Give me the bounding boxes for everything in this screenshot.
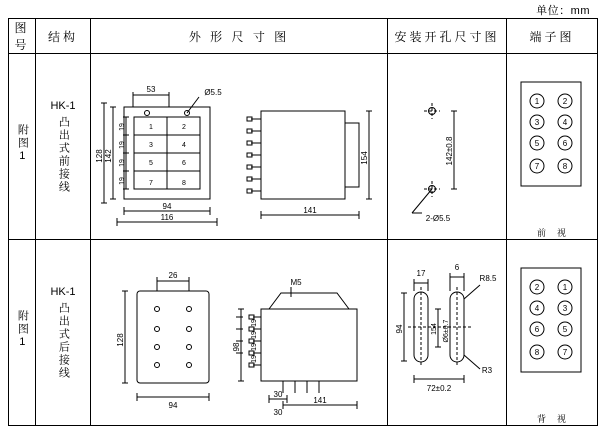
row2-terminal-svg xyxy=(507,240,595,412)
dim-128: 128 xyxy=(116,332,125,347)
row1-mount-svg xyxy=(388,61,504,233)
dim-128: 128 xyxy=(95,148,104,163)
row2-structure-label: 凸出式后接线 xyxy=(57,301,70,380)
row1-figure-no-label: 附图1 xyxy=(16,124,29,164)
header-col-no: 图号 xyxy=(9,19,36,54)
pin-3: 3 xyxy=(149,141,153,149)
dim-r85: R8.5 xyxy=(479,273,497,283)
table-row xyxy=(9,240,598,426)
dim-72-tol: 72±0.2 xyxy=(426,383,452,393)
row1-outline-drawing xyxy=(91,54,388,240)
pin-8: 8 xyxy=(182,179,186,187)
row2-structure xyxy=(36,240,91,426)
row2-terminal-caption: 背 视 xyxy=(536,414,567,424)
row2-outline-drawing xyxy=(91,240,388,426)
dim-2-d55: 2-Ø5.5 xyxy=(425,213,451,223)
dim-19-d: 19 xyxy=(119,176,126,185)
terminal-3: 3 xyxy=(562,304,568,313)
header-col-mount: 安装开孔尺寸图 xyxy=(388,19,507,54)
terminal-3: 3 xyxy=(534,118,540,127)
dim-26: 26 xyxy=(168,270,178,280)
row2-mount-svg xyxy=(388,247,504,419)
terminal-2: 2 xyxy=(562,97,568,106)
dim-30-a: 30 xyxy=(273,389,283,399)
dim-d6-tol: Ø6±0.7 xyxy=(443,319,450,342)
terminal-7: 7 xyxy=(534,162,540,171)
terminal-2: 2 xyxy=(534,283,540,292)
dim-30-b: 30 xyxy=(273,407,283,417)
terminal-1: 1 xyxy=(562,283,568,292)
dim2-19-c: 19 xyxy=(251,342,258,351)
dim-142: 142 xyxy=(104,148,113,163)
dim-116: 116 xyxy=(160,212,174,222)
row1-terminal-diagram xyxy=(507,54,598,240)
row1-model-label: HK-1 xyxy=(50,99,76,112)
dim-6: 6 xyxy=(454,262,460,272)
terminal-8: 8 xyxy=(534,348,540,357)
dim-17: 17 xyxy=(416,268,426,278)
row1-structure xyxy=(36,54,91,240)
dim2-19-b: 19 xyxy=(251,330,258,339)
pin-2: 2 xyxy=(182,123,186,131)
row1-terminal-caption: 前 视 xyxy=(536,228,567,238)
pin-7: 7 xyxy=(149,179,153,187)
dim-d55: Ø5.5 xyxy=(204,87,222,97)
dim2-19-a: 19 xyxy=(251,318,258,327)
row1-mounting-drawing xyxy=(388,54,507,240)
terminal-8: 8 xyxy=(562,162,568,171)
dim-154: 154 xyxy=(360,150,369,165)
header-col-outline: 外 形 尺 寸 图 xyxy=(91,19,388,54)
pin-5: 5 xyxy=(149,159,153,167)
unit-note: 单位：mm xyxy=(536,5,590,17)
terminal-1: 1 xyxy=(534,97,540,106)
dim-19-b: 19 xyxy=(119,140,126,149)
table-row xyxy=(9,54,598,240)
row2-terminal-diagram xyxy=(507,240,598,426)
row2-mounting-drawing xyxy=(388,240,507,426)
dim-154v: 154 xyxy=(431,322,438,335)
dim-r3: R3 xyxy=(481,365,493,375)
dim-19-a: 19 xyxy=(119,122,126,131)
terminal-5: 5 xyxy=(562,325,568,334)
row2-figure-no xyxy=(9,240,36,426)
dim-53: 53 xyxy=(146,84,156,94)
pin-4: 4 xyxy=(182,141,186,149)
dim-141: 141 xyxy=(303,205,317,215)
dim-94v: 94 xyxy=(395,324,404,333)
terminal-6: 6 xyxy=(562,139,568,148)
table-header-row xyxy=(9,19,598,54)
terminal-5: 5 xyxy=(534,139,540,148)
dim-142-tol: 142±0.8 xyxy=(445,136,454,165)
terminal-4: 4 xyxy=(534,304,540,313)
dim-m5: M5 xyxy=(290,277,302,287)
row1-figure-no xyxy=(9,54,36,240)
row1-structure-label: 凸出式前接线 xyxy=(57,115,70,194)
pin-1: 1 xyxy=(149,123,153,131)
dim-94: 94 xyxy=(168,400,178,410)
header-col-struct: 结构 xyxy=(36,19,91,54)
terminal-7: 7 xyxy=(562,348,568,357)
dim-98: 98 xyxy=(232,342,241,351)
row1-outline-svg xyxy=(91,61,385,233)
row2-model-label: HK-1 xyxy=(50,285,76,298)
row1-terminal-svg xyxy=(507,54,595,226)
dim-19-c: 19 xyxy=(119,158,126,167)
pin-6: 6 xyxy=(182,159,186,167)
dim2-19-d: 19 xyxy=(251,354,258,363)
dim-94: 94 xyxy=(162,201,172,211)
terminal-4: 4 xyxy=(562,118,568,127)
row2-figure-no-label: 附图1 xyxy=(16,310,29,350)
dim-141: 141 xyxy=(313,395,327,405)
terminal-6: 6 xyxy=(534,325,540,334)
row2-outline-svg xyxy=(91,247,385,419)
header-col-terminal: 端子图 xyxy=(507,19,598,54)
spec-table xyxy=(8,18,598,426)
